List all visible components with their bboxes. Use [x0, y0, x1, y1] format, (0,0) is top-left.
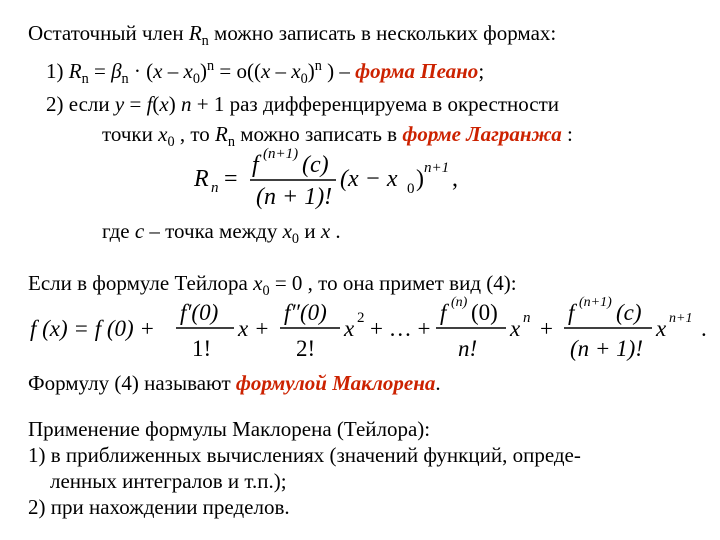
remainder-subscript: n — [227, 134, 235, 151]
n-var: n — [180, 92, 192, 116]
application-heading: Применение формулы Маклорена (Тейлора): — [28, 417, 431, 441]
minus: – — [162, 59, 184, 83]
period: . — [330, 219, 341, 243]
f2-d4: (n + 1)! — [570, 336, 643, 361]
dash: ) – — [321, 59, 356, 83]
x0-var: x — [253, 271, 263, 295]
x0-subscript: 0 — [167, 134, 175, 151]
close-paren: ) — [168, 92, 181, 116]
maclaurin-formula — [28, 292, 712, 364]
remainder-symbol: R — [214, 122, 228, 146]
f2-t3: x — [510, 316, 521, 341]
remainder-symbol: R — [188, 21, 202, 45]
f-var: f — [146, 92, 153, 116]
peano-line — [46, 58, 485, 88]
maclaurin-formula-label: формулой Маклорена — [235, 371, 436, 395]
x0-var: x — [183, 59, 193, 83]
application-item-1: 1) в приближенных вычислениях (значений функций, опреде- — [28, 443, 581, 467]
x-var: x — [320, 219, 331, 243]
application-item-1-cont: ленных интегралов и т.п.); — [50, 469, 287, 493]
minus: – — [270, 59, 292, 83]
open-paren: ( — [152, 92, 160, 116]
f2-t2: x — [344, 316, 355, 341]
c-var: c — [134, 219, 145, 243]
x0-var: x — [158, 122, 168, 146]
f2-n2: f″(0) — [284, 300, 327, 325]
f2-d3: n! — [458, 336, 478, 361]
f2-p2: 2 — [357, 310, 365, 326]
f1-eq: = — [224, 166, 238, 192]
condition-line — [46, 91, 559, 117]
f2-n3b: (0) — [471, 300, 498, 325]
intro-text: Остаточный член — [28, 21, 189, 45]
can-write-text: можно записать в — [234, 122, 403, 146]
condition-text: + 1 раз дифференцируема в окрестности — [191, 92, 560, 116]
f2-t4: x — [656, 316, 667, 341]
f2-n4: f — [568, 300, 575, 325]
x-var: x — [159, 92, 169, 116]
x0-var: x — [291, 59, 301, 83]
call-text: Формулу (4) называют — [28, 371, 236, 395]
f2-n1: f′(0) — [180, 300, 219, 325]
remainder-subscript: n — [81, 71, 89, 88]
f2-lhs: f (x) = f (0) + — [30, 316, 155, 341]
period: . — [435, 371, 441, 395]
f1-c: (c) — [302, 152, 329, 178]
application-item-2: 2) при нахождении пределов. — [28, 495, 290, 519]
x0-subscript: 0 — [262, 283, 270, 300]
beta-symbol: β — [111, 59, 122, 83]
f2-d1: 1! — [192, 336, 212, 361]
lagrange-form-label: форме Лагранжа — [402, 122, 562, 146]
f2-n3: f — [440, 300, 447, 325]
x-var: x — [153, 59, 163, 83]
intro-text-end: можно записать в нескольких формах: — [208, 21, 557, 45]
f2-t1: x + — [238, 316, 270, 341]
f1-n: n — [211, 180, 219, 196]
remainder-subscript: n — [201, 33, 209, 50]
x0-subscript: 0 — [291, 231, 300, 248]
beta-subscript: n — [121, 71, 129, 88]
f1-close: ) — [416, 166, 424, 192]
item-number-2: 2) если — [46, 92, 115, 116]
f2-t3b: + — [540, 316, 553, 341]
f1-comma: , — [452, 166, 458, 192]
taylor-text: Если в формуле Тейлора — [28, 271, 254, 295]
f1-zero: 0 — [407, 181, 415, 197]
lagrange-formula-svg — [190, 142, 470, 210]
f1-R: R — [194, 166, 209, 192]
equals-sign: = — [124, 92, 147, 116]
f2-d2: 2! — [296, 336, 316, 361]
f2-end: . — [701, 316, 707, 341]
f1-rest: (x − x — [340, 166, 398, 192]
where-line — [102, 218, 341, 248]
close-paren: ) — [307, 59, 315, 83]
then-text: , то — [174, 122, 215, 146]
power-n: n — [206, 58, 215, 74]
x0-subscript: 0 — [192, 71, 200, 88]
power-n: n — [314, 58, 322, 74]
f1-pow: n+1 — [424, 160, 450, 176]
f2-n4b: (c) — [616, 300, 642, 325]
maclaurin-name-line — [28, 370, 441, 396]
intro-line — [28, 20, 557, 50]
x0-subscript: 0 — [300, 71, 308, 88]
close-paren: ) — [199, 59, 207, 83]
equals-o: = o(( — [214, 59, 261, 83]
dot-paren: · ( — [128, 59, 154, 83]
equals-sign: = — [88, 59, 112, 83]
x-var: x — [260, 59, 271, 83]
remainder-symbol: R — [68, 59, 82, 83]
lagrange-formula — [190, 142, 470, 210]
f2-t2b: + … + — [370, 316, 431, 341]
x0-var: x — [282, 219, 292, 243]
f2-n4s: (n+1) — [579, 295, 612, 310]
f1-f: f — [252, 152, 259, 178]
f1-den: (n + 1)! — [256, 184, 333, 210]
f2-p3: n — [523, 310, 531, 326]
f2-p4: n+1 — [669, 311, 693, 326]
taylor-text-end: = 0 , то она примет вид (4): — [269, 271, 517, 295]
item-number-1: 1) — [46, 59, 69, 83]
f2-n3s: (n) — [451, 295, 468, 310]
maclaurin-formula-svg — [28, 292, 712, 364]
and-text: и — [299, 219, 321, 243]
between-text: – точка между — [144, 219, 283, 243]
semicolon: ; — [478, 59, 485, 83]
colon: : — [561, 122, 573, 146]
where-text: где — [102, 219, 135, 243]
f1-sup: (n+1) — [263, 146, 299, 162]
peano-form-label: форма Пеано — [355, 59, 479, 83]
y-var: y — [114, 92, 125, 116]
point-text: точки — [102, 122, 159, 146]
